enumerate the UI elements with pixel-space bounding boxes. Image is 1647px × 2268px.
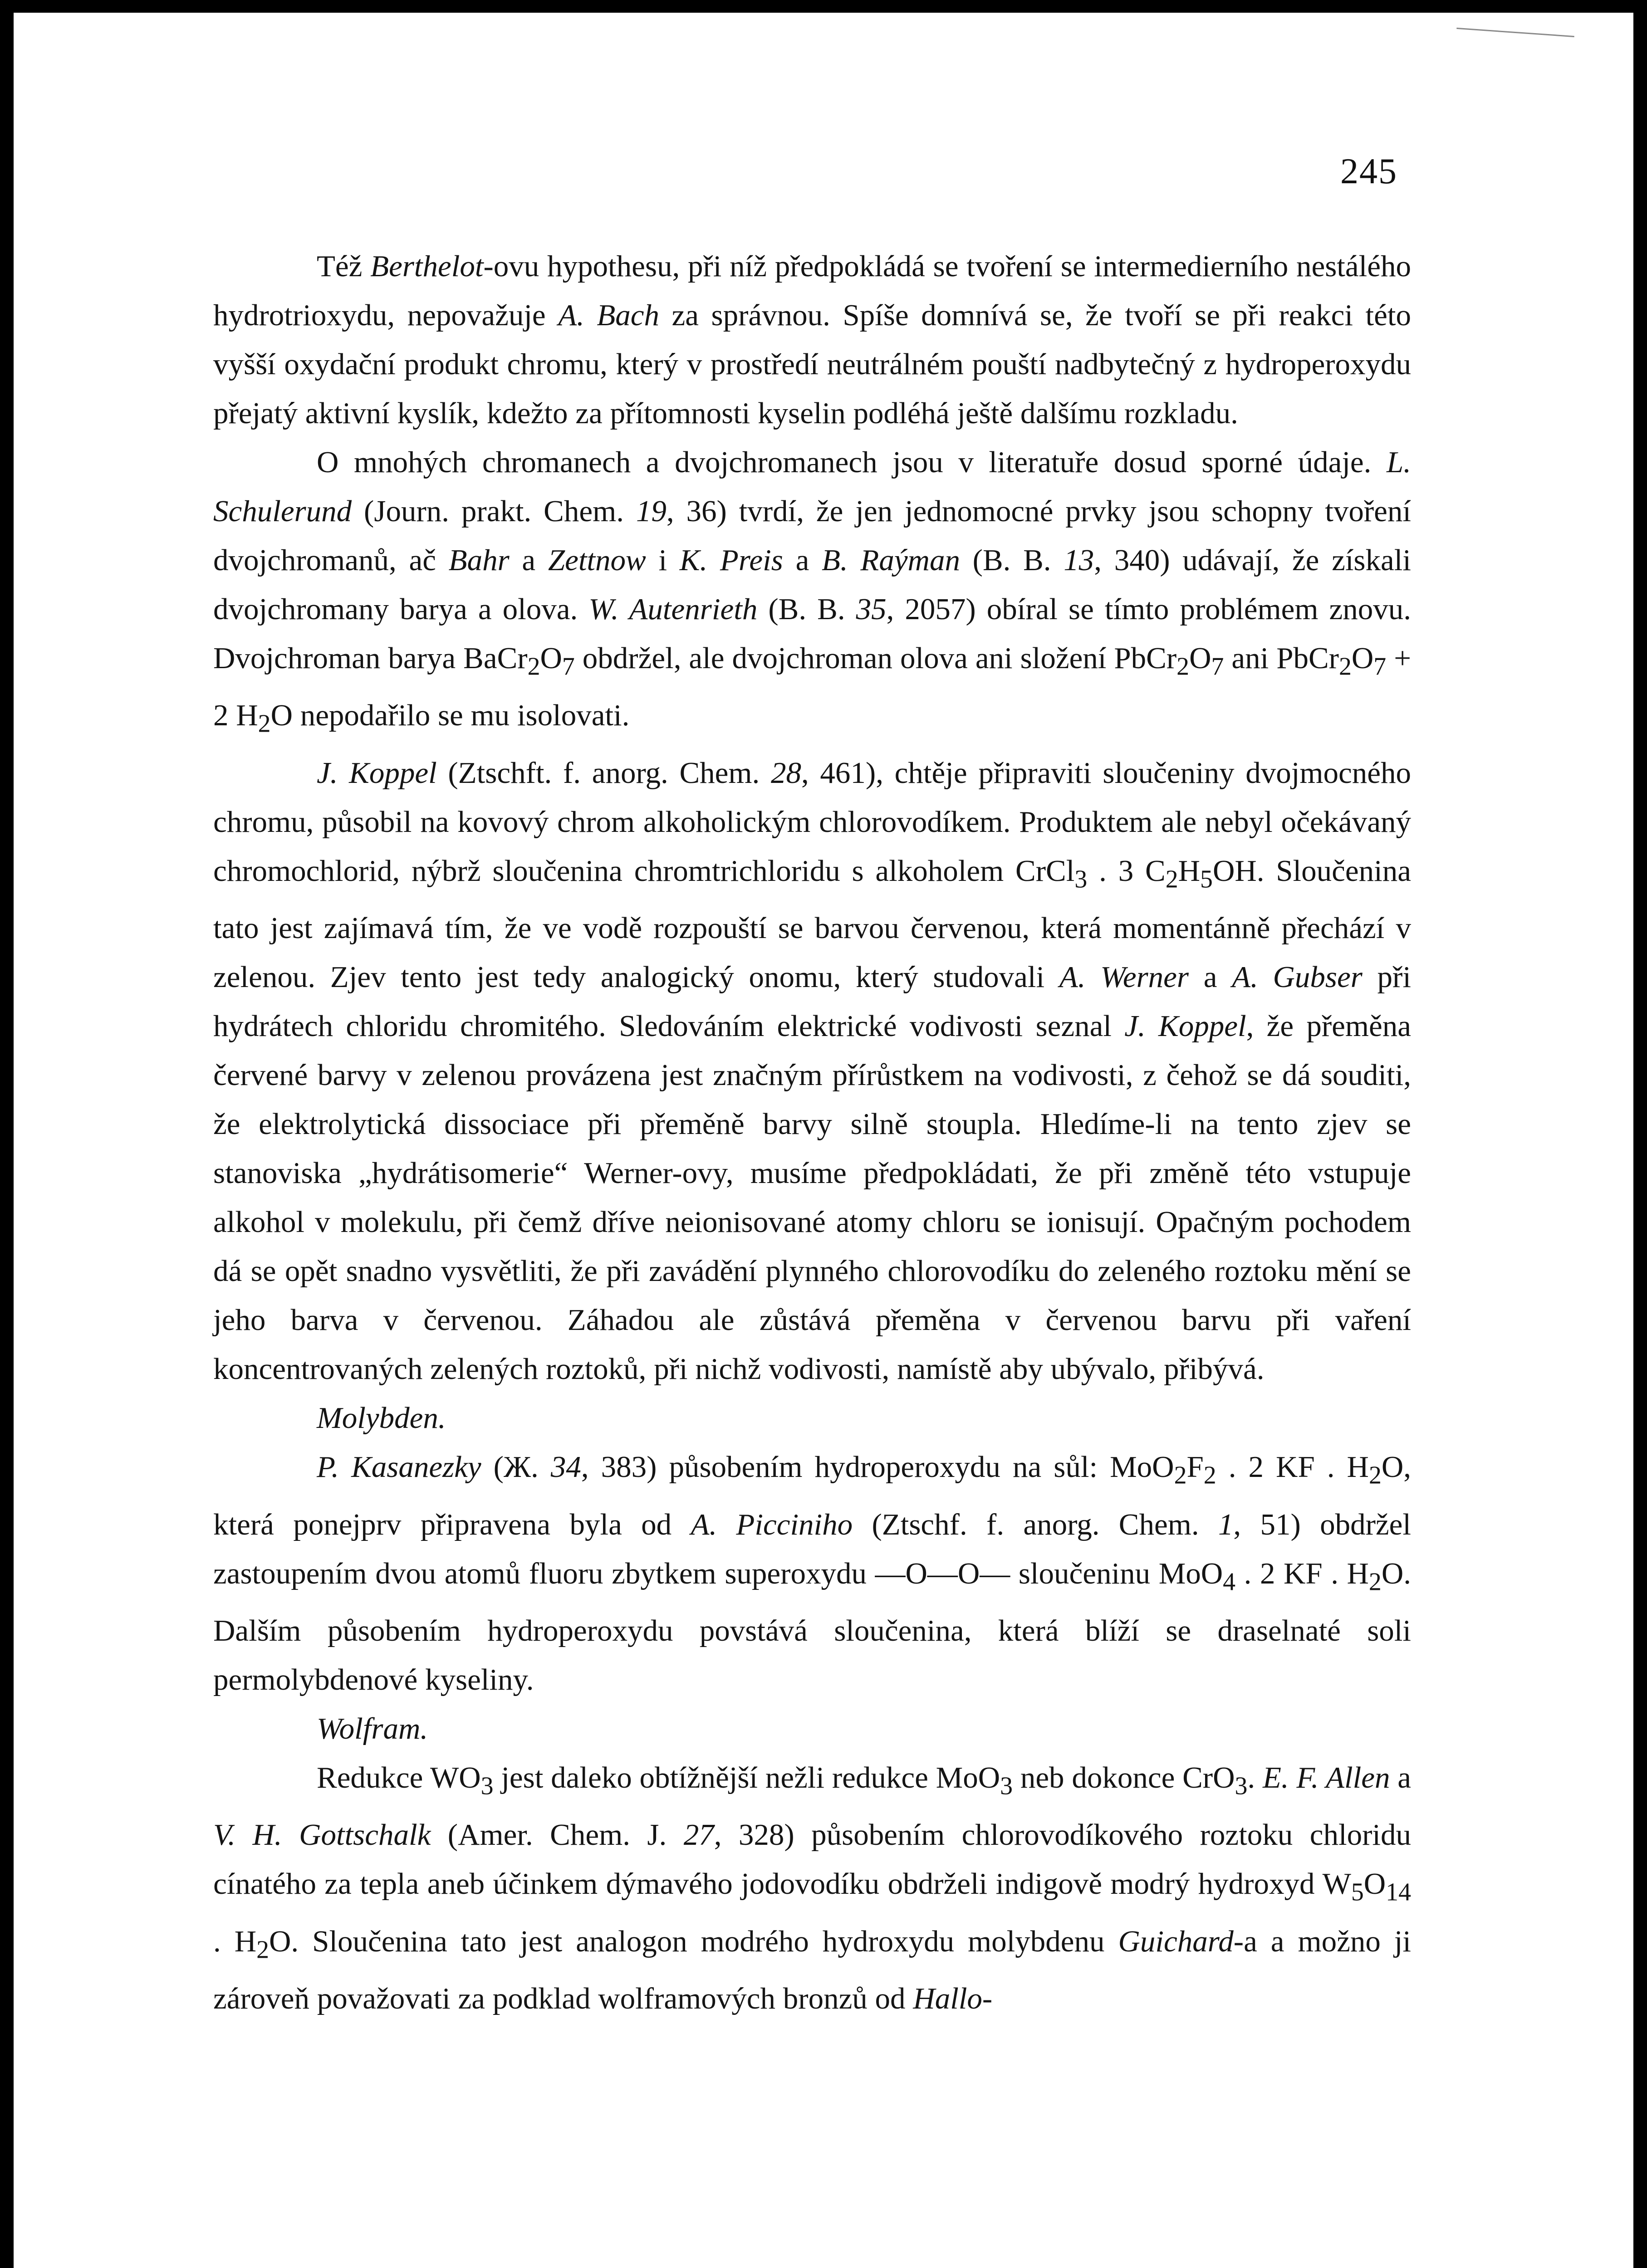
text-run: . 3 C (1087, 854, 1166, 888)
subscript: 3 (480, 1772, 494, 1800)
text-run: F (1186, 1450, 1204, 1484)
subscript: 7 (1373, 652, 1387, 681)
text-run: , 328) působením chlorovodíkového roztoku chloridu cínatého za tepla aneb účinkem dýmavého jodovodíku obdrželi indigově modrý hydroxyd W (213, 1818, 1411, 1901)
text-run: O (1363, 1867, 1386, 1901)
text-run: a (1390, 1760, 1411, 1794)
subscript: 3 (1000, 1772, 1013, 1800)
paragraph-koppel (213, 748, 1411, 1393)
text-run: a (1188, 960, 1232, 994)
section-heading-wolfram: Wolfram. (317, 1711, 428, 1745)
paragraph-berthelot (213, 242, 1411, 438)
text-run: (Ж. (481, 1450, 551, 1484)
page-number: 245 (1340, 152, 1397, 191)
text-run: . 2 KF . H (1216, 1450, 1369, 1484)
text-run: , 36) tvrdí, že jen jednomocné prvky jsou schopny tvoření dvojchromanů, ač (213, 494, 1412, 577)
author-name: Guichard (1118, 1924, 1234, 1958)
author-name: E. F. Allen (1262, 1760, 1390, 1794)
volume-number: 34 (550, 1450, 581, 1484)
volume-number: 1 (1218, 1507, 1234, 1541)
text-run: . H (213, 1924, 257, 1958)
author-name: Zettnow (548, 543, 646, 577)
text-run: při hydrátech chloridu chromitého. Sledováním elektrické vodivosti seznal (213, 960, 1411, 1043)
text-run: (Ztschft. f. anorg. Chem. (436, 756, 771, 790)
subscript: 2 (1176, 652, 1190, 681)
subscript: 2 (1338, 652, 1352, 681)
author-name: B. Raýman (822, 543, 960, 577)
text-run: O (540, 641, 562, 675)
author-name: L. Schulerund (213, 445, 1411, 528)
text-run: , 2057) obíral se tímto problémem znovu. Dvojchroman barya BaCr (213, 592, 1412, 675)
text-run: (B. B. (960, 543, 1064, 577)
author-name: Berthelot (370, 249, 484, 283)
text-run: O (1189, 641, 1211, 675)
author-name: V. H. Gottschalk (213, 1818, 431, 1852)
text-run: , 340) udávají, že získali dvojchromany barya a olova. (213, 543, 1411, 626)
text-run: O. Dalším působením hydroperoxydu povstává sloučenina, která blíží se draselnaté soli permolybdenové kyseliny. (213, 1556, 1411, 1696)
text-run: jest daleko obtížnější nežli redukce MoO (493, 1760, 1000, 1794)
subscript: 2 (527, 652, 540, 681)
author-name: K. Preis (679, 543, 783, 577)
text-run: i (646, 543, 680, 577)
subscript: 4 (1223, 1567, 1236, 1596)
subscript: 3 (1074, 865, 1088, 894)
text-run: obdržel, ale dvojchroman olova ani složení PbCr (574, 641, 1177, 675)
author-name: P. Kasanezky (317, 1450, 481, 1484)
text-run: , 51) obdržel zastoupením dvou atomů fluoru zbytkem superoxydu —O—O— sloučeninu MoO (213, 1507, 1411, 1590)
subscript: 2 (258, 709, 271, 738)
text-run: OH. Sloučenina tato jest zajímavá tím, že ve vodě rozpouští se barvou červenou, která momentánně přechází v zelenou. Zjev tento jest tedy analogický onomu, který studovali (213, 854, 1411, 994)
subscript: 5 (1200, 865, 1213, 894)
subscript: 14 (1386, 1878, 1411, 1906)
subscript: 2 (1368, 1461, 1382, 1490)
text-run: za správnou. Spíše domnívá se, že tvoří se při reakci této vyšší oxydační produkt chromu, který v prostředí neutrálném pouští nadbytečný z hydroperoxydu přejatý aktivní kyslík, kdežto za přítomnosti kyselin podléhá ještě dalšímu rozkladu. (213, 298, 1411, 430)
text-run: O mnohých chromanech a dvojchromanech jsou v literatuře dosud sporné údaje. (317, 445, 1387, 479)
text-run: O, která ponejprv připravena byla od (213, 1450, 1411, 1541)
author-name: W. Autenrieth (588, 592, 758, 626)
subscript: 2 (256, 1936, 270, 1964)
subscript: 2 (1174, 1461, 1187, 1490)
author-name: J. Koppel (317, 756, 437, 790)
text-run: , 383) působením hydroperoxydu na sůl: MoO (581, 1450, 1174, 1484)
paragraph-wolfram (213, 1753, 1411, 2023)
author-name: A. Picciniho (691, 1507, 853, 1541)
text-run: O. Sloučenina tato jest analogon modrého hydroxydu molybdenu (269, 1924, 1118, 1958)
text-run: (B. B. (757, 592, 856, 626)
text-run: + 2 H (213, 641, 1411, 733)
text-run: . 2 KF . H (1235, 1556, 1369, 1590)
author-name: Hallo- (913, 1982, 993, 2016)
volume-number: 19 (636, 494, 667, 528)
author-name: A. Werner (1059, 960, 1189, 994)
paragraph-kasanezky (213, 1442, 1411, 1704)
text-run: O (1351, 641, 1374, 675)
text-run: (Ztschf. f. anorg. Chem. (853, 1507, 1218, 1541)
volume-number: 13 (1064, 543, 1094, 577)
scanned-page (14, 13, 1633, 2268)
subscript: 2 (1368, 1567, 1382, 1596)
text-run: (Journ. prakt. Chem. (352, 494, 636, 528)
text-run: Též (317, 249, 371, 283)
section-heading-molybden: Molybden. (317, 1401, 446, 1435)
text-run: O nepodařilo se mu isolovati. (270, 699, 630, 733)
subscript: 2 (1165, 865, 1178, 894)
author-name: A. Gubser (1232, 960, 1363, 994)
volume-number: 28 (770, 756, 801, 790)
subscript: 3 (1235, 1772, 1248, 1800)
text-run: -ovu hypothesu, při níž předpokládá se tvoření se intermedierního nestálého hydrotrioxydu, nepovažuje (213, 249, 1411, 332)
volume-number: 27 (683, 1818, 714, 1852)
text-run: -a a možno ji zároveň považovati za podklad wolframových bronzů od (213, 1924, 1412, 2016)
text-run: a (509, 543, 548, 577)
author-name: J. Koppel (1124, 1009, 1246, 1043)
text-run: . (1247, 1760, 1263, 1794)
text-run: H (1178, 854, 1201, 888)
body-text (213, 242, 1411, 2023)
text-run: neb dokonce CrO (1013, 1760, 1235, 1794)
subscript: 5 (1351, 1878, 1364, 1906)
author-name: A. Bach (558, 298, 660, 332)
scan-artifact-line (1456, 28, 1574, 37)
subscript: 2 (1203, 1461, 1216, 1490)
text-run: Redukce WO (317, 1760, 481, 1794)
volume-number: 35 (856, 592, 887, 626)
subscript: 7 (1211, 652, 1224, 681)
text-run: ani PbCr (1224, 641, 1339, 675)
text-run: , 461), chtěje připraviti sloučeniny dvojmocného chromu, působil na kovový chrom alkoholickým chlorovodíkem. Produktem ale nebyl očekávaný chromochlorid, nýbrž sloučenina chromtrichloridu s alkoholem CrCl (213, 756, 1412, 888)
text-run: , že přeměna červené barvy v zelenou provázena jest značným přírůstkem na vodivosti, z čehož se dá souditi, že elektrolytická dissociace při přeměně barvy silně stoupla. Hledíme-li na tento zjev se stanoviska „hydrátisomerie“ Werner-ovy, musíme předpokládati, že při změně této vstupuje alkohol v molekulu, při čemž dříve neionisované atomy chloru se ionisují. Opačným pochodem dá se opět snadno vysvětliti, že při zavádění plynného chlorovodíku do zeleného roztoku mění se jeho barva v červenou. Záhadou ale zůstává přeměna v červenou barvu při vaření koncentrovaných zelených roztoků, při nichž vodivosti, namístě aby ubývalo, přibývá. (213, 1009, 1411, 1386)
paragraph-chromanes (213, 438, 1411, 748)
text-run: (Amer. Chem. J. (431, 1818, 684, 1852)
author-name: Bahr (448, 543, 510, 577)
text-run: a (783, 543, 822, 577)
subscript: 7 (562, 652, 575, 681)
